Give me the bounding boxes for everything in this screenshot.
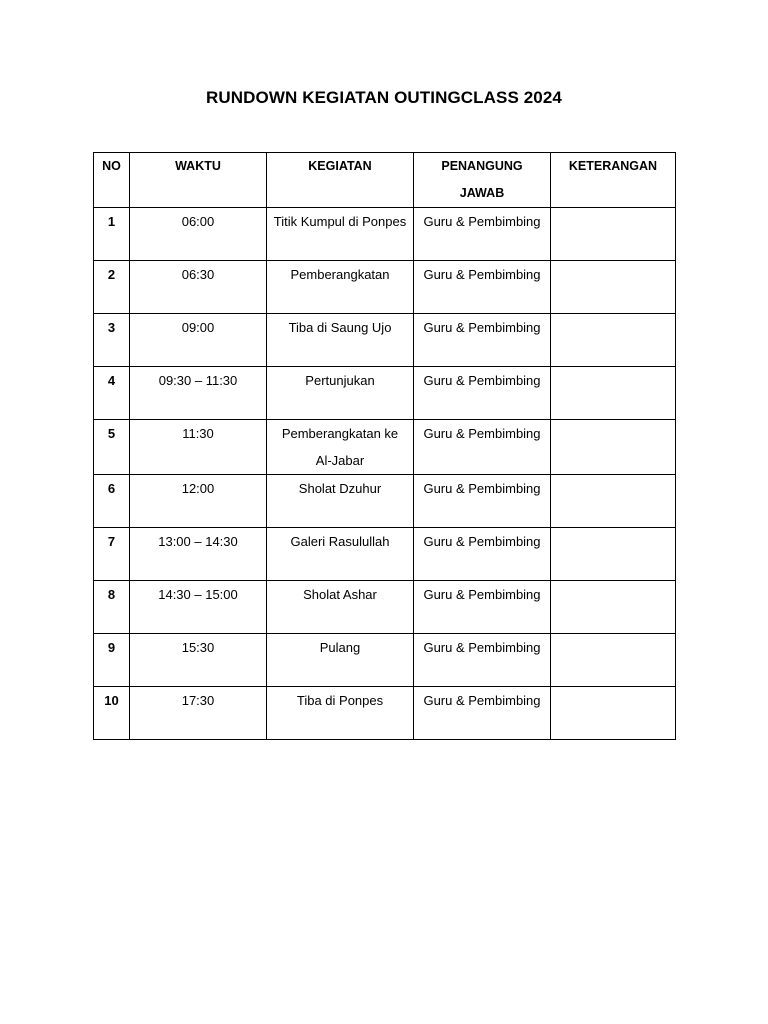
header-kegiatan: KEGIATAN [267,153,414,208]
cell-keterangan [551,581,676,634]
cell-waktu: 09:00 [130,314,267,367]
cell-no: 8 [94,581,130,634]
cell-waktu: 06:30 [130,261,267,314]
cell-keterangan [551,208,676,261]
table-row [94,528,676,581]
cell-penanggung-jawab: Guru & Pembimbing [414,208,551,261]
cell-kegiatan: Pertunjukan [267,367,414,420]
cell-keterangan [551,687,676,740]
cell-penanggung-jawab: Guru & Pembimbing [414,314,551,367]
cell-keterangan [551,475,676,528]
cell-penanggung-jawab: Guru & Pembimbing [414,420,551,475]
cell-penanggung-jawab: Guru & Pembimbing [414,528,551,581]
cell-keterangan [551,367,676,420]
cell-no: 2 [94,261,130,314]
table-row [94,208,676,261]
cell-waktu: 14:30 – 15:00 [130,581,267,634]
cell-keterangan [551,420,676,475]
cell-no: 6 [94,475,130,528]
cell-waktu: 12:00 [130,475,267,528]
cell-kegiatan: Tiba di Ponpes [267,687,414,740]
cell-no: 9 [94,634,130,687]
cell-waktu: 13:00 – 14:30 [130,528,267,581]
table-row [94,314,676,367]
cell-kegiatan: Titik Kumpul di Ponpes [267,208,414,261]
table-row [94,475,676,528]
header-waktu: WAKTU [130,153,267,208]
cell-no: 4 [94,367,130,420]
table-header-row [94,153,676,208]
cell-no: 10 [94,687,130,740]
cell-penanggung-jawab: Guru & Pembimbing [414,687,551,740]
cell-kegiatan: Sholat Ashar [267,581,414,634]
cell-keterangan [551,634,676,687]
cell-waktu: 09:30 – 11:30 [130,367,267,420]
table-row [94,687,676,740]
cell-kegiatan: Pemberangkatan ke Al-Jabar [267,420,414,475]
cell-keterangan [551,261,676,314]
cell-penanggung-jawab: Guru & Pembimbing [414,367,551,420]
cell-waktu: 06:00 [130,208,267,261]
cell-waktu: 17:30 [130,687,267,740]
cell-penanggung-jawab: Guru & Pembimbing [414,261,551,314]
cell-kegiatan: Sholat Dzuhur [267,475,414,528]
cell-kegiatan: Pulang [267,634,414,687]
cell-no: 7 [94,528,130,581]
cell-kegiatan: Pemberangkatan [267,261,414,314]
table-row [94,581,676,634]
header-keterangan: KETERANGAN [551,153,676,208]
cell-no: 3 [94,314,130,367]
cell-penanggung-jawab: Guru & Pembimbing [414,581,551,634]
cell-kegiatan: Tiba di Saung Ujo [267,314,414,367]
table-row [94,420,676,475]
header-no: NO [94,153,130,208]
header-penanggung-jawab: PENANGUNG JAWAB [414,153,551,208]
rundown-table [93,152,676,740]
table-row [94,634,676,687]
cell-kegiatan: Galeri Rasulullah [267,528,414,581]
page-title: RUNDOWN KEGIATAN OUTINGCLASS 2024 [206,88,562,107]
cell-waktu: 11:30 [130,420,267,475]
table-row [94,367,676,420]
cell-no: 5 [94,420,130,475]
table-row [94,261,676,314]
cell-penanggung-jawab: Guru & Pembimbing [414,475,551,528]
cell-no: 1 [94,208,130,261]
cell-keterangan [551,528,676,581]
cell-keterangan [551,314,676,367]
cell-penanggung-jawab: Guru & Pembimbing [414,634,551,687]
cell-waktu: 15:30 [130,634,267,687]
